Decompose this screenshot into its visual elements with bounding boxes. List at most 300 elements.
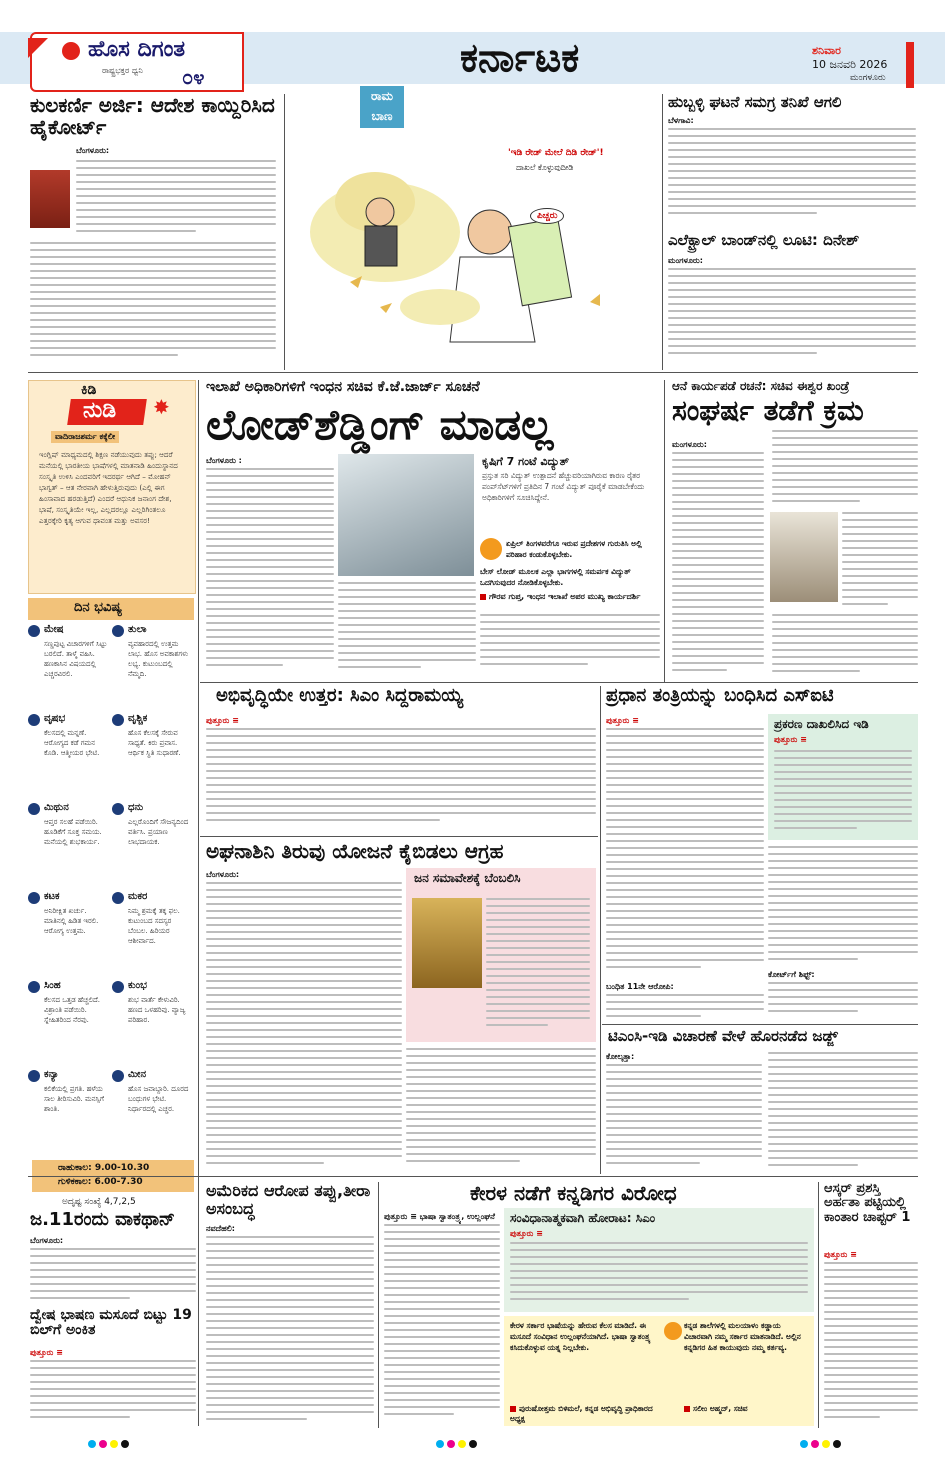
text-line [206, 573, 334, 575]
text-line [510, 1256, 808, 1258]
row-divider-2 [200, 682, 918, 683]
horoscope-sign-text: ಆಪ್ತರ ಸಲಹೆ ಪಡೆಯಿರಿ. ಹೂಡಿಕೆಗೆ ಸೂಕ್ತ ಸಮಯ. ಮನೆಯಲ್ಲಿ ಶುಭಕಾರ್ಯ. [44, 818, 102, 846]
text-line [606, 1148, 762, 1150]
text-line [606, 1085, 762, 1087]
text-line [772, 614, 918, 616]
text-line [206, 475, 334, 477]
text-line [672, 585, 764, 587]
text-line [30, 1402, 196, 1404]
text-line [606, 896, 764, 898]
text-line [206, 819, 440, 821]
text-line [672, 578, 764, 580]
tmc-body-1 [606, 1064, 762, 1172]
text-line [30, 284, 276, 286]
zodiac-icon [112, 714, 124, 726]
loadshedding-kicker: ಇಲಾಖೆ ಅಧಿಕಾರಿಗಳಿಗೆ ಇಂಧನ ಸಚಿವ ಕೆ.ಜೆ.ಜಾರ್ಜ್ ಸೂಚನೆ [206, 379, 480, 395]
text-line [510, 1249, 808, 1251]
horoscope-sign [112, 1069, 192, 1155]
text-line [206, 1369, 374, 1371]
text-line [338, 589, 476, 591]
text-line [774, 813, 912, 815]
text-line [486, 947, 590, 949]
text-line [384, 1399, 500, 1401]
text-line [486, 968, 590, 970]
text-line [206, 1271, 374, 1273]
sangharsha-kicker: ಆನೆ ಕಾರ್ಯಪಡೆ ರಚನೆ: ಸಚಿವ ಈಶ್ವರ ಖಂಡ್ರೆ [672, 379, 850, 393]
text-line [672, 648, 764, 650]
text-line [606, 868, 764, 870]
text-line [606, 959, 764, 961]
ed-box [768, 714, 918, 840]
text-line [668, 338, 916, 340]
text-line [384, 1301, 500, 1303]
text-line [768, 1059, 918, 1061]
text-line [406, 1069, 596, 1071]
text-line [206, 1334, 374, 1336]
horoscope-sign-text: ಕೆಲಸದಲ್ಲಿ ಮನ್ನಣೆ. ಆರೋಗ್ಯದ ಕಡೆ ಗಮನ ಕೊಡಿ. ಆತ್ಮೀಯರ ಭೇಟಿ. [44, 729, 100, 757]
text-line [486, 1010, 590, 1012]
text-line [842, 540, 918, 542]
text-line [772, 500, 860, 502]
text-line [384, 1280, 500, 1282]
horoscope-sign-text: ಕಲಿಕೆಯಲ್ಲಿ ಪ್ರಗತಿ. ಹಳೆಯ ಸಾಲ ತೀರಿಸುವಿರಿ. ಮನಸ್ಸಿಗೆ ಶಾಂತಿ. [44, 1085, 104, 1113]
text-line [768, 881, 918, 883]
text-line [30, 1388, 196, 1390]
text-line [206, 559, 334, 561]
kerala-dateline: ಪುತ್ತೂರು ≡ ಭಾಷಾ ಸ್ವಾತಂತ್ರ್ಯ, ಉಲ್ಲಂಘನೆ [384, 1212, 495, 1221]
text-line [486, 933, 590, 935]
text-line [768, 1003, 918, 1005]
text-line [206, 952, 402, 954]
kerala-sign-2 [684, 1404, 810, 1414]
walkathon-body [30, 1248, 196, 1306]
tmc-dateline: ಕೋಲ್ಕತ್ತಾ: [606, 1052, 635, 1061]
text-line [76, 181, 276, 183]
text-line [384, 1343, 500, 1345]
text-line [206, 1008, 402, 1010]
text-line [30, 333, 276, 335]
text-line [206, 587, 334, 589]
text-line [668, 296, 916, 298]
text-line [668, 198, 916, 200]
horoscope-sign [112, 802, 192, 888]
text-line [606, 805, 764, 807]
pradhana-body-3 [606, 994, 764, 1022]
kulkarni-body-2 [30, 242, 276, 362]
tmc-headline: ಟಿಎಂಸಿ-ಇಡಿ ವಿಚಾರಣೆ ವೇಳೆ ಹೊರನಡೆದ ಜಡ್ಜ್ [608, 1027, 838, 1045]
text-line [30, 354, 178, 356]
text-line [30, 1248, 196, 1250]
text-line [672, 452, 764, 454]
text-line [30, 1409, 196, 1411]
text-line [606, 910, 764, 912]
text-line [672, 487, 764, 489]
text-line [206, 503, 334, 505]
text-line [30, 256, 276, 258]
text-line [206, 1278, 374, 1280]
text-line [606, 1071, 762, 1073]
text-line [824, 1262, 918, 1264]
horoscope-sign [112, 980, 192, 1066]
text-line [384, 1308, 500, 1310]
text-line [206, 552, 334, 554]
col-divider-3 [198, 380, 199, 1426]
text-line [824, 1360, 918, 1362]
text-line [206, 756, 596, 758]
text-line [824, 1353, 918, 1355]
tmc-body-2 [768, 1052, 918, 1172]
text-line [206, 749, 596, 751]
text-line [206, 1397, 374, 1399]
col-divider-2 [662, 94, 663, 370]
issue-day: ಶನಿವಾರ [812, 44, 841, 57]
hubballi-body [668, 128, 916, 222]
text-line [768, 1052, 918, 1054]
text-line [672, 501, 764, 503]
text-line [206, 1127, 402, 1129]
text-line [672, 613, 764, 615]
horoscope-sign [112, 891, 192, 977]
text-line [768, 1150, 918, 1152]
text-line [606, 1078, 762, 1080]
text-line [206, 735, 596, 737]
text-line [606, 1141, 762, 1143]
text-line [774, 778, 912, 780]
text-line [768, 1010, 858, 1012]
text-line [774, 750, 912, 752]
text-line [30, 249, 276, 251]
text-line [206, 805, 596, 807]
text-line [824, 1416, 880, 1418]
text-line [768, 1136, 918, 1138]
text-line [606, 1106, 762, 1108]
text-line [606, 763, 764, 765]
oscar-body [824, 1262, 918, 1426]
col-divider-4 [664, 380, 665, 682]
text-line [206, 791, 596, 793]
text-line [338, 659, 476, 661]
text-line [774, 785, 912, 787]
text-line [206, 1120, 402, 1122]
kerala-quote-2: ಕನ್ನಡ ಶಾಲೆಗಳಲ್ಲಿ ಮಲಯಾಳಂ ಕಡ್ಡಾಯ ವಿಚಾರವಾಗಿ ನಮ್ಮ ಸರ್ಕಾರ ಮಾತನಾಡಿದೆ. ಅಲ್ಲಿನ ಕನ್ನಡಿಗರ ಹಿತ ಕಾಯುವುದು ನಮ್ಮ ಕರ್ತವ್ಯ. [684, 1321, 801, 1352]
text-line [406, 1125, 596, 1127]
text-line [206, 1299, 374, 1301]
cartoon-subcaption: ದಾಖಲೆ ಕೊಳ್ಳುವುದೀಡಿ [516, 163, 574, 172]
text-line [606, 1064, 762, 1066]
eshwar-khandre-photo [770, 512, 838, 602]
col-divider-6 [378, 1182, 379, 1428]
text-line [672, 634, 764, 636]
pradhana-headline: ಪ್ರಧಾನ ತಂತ್ರಿಯನ್ನು ಬಂಧಿಸಿದ ಎಸ್‌ಐಟಿ [606, 685, 834, 706]
text-line [842, 526, 918, 528]
text-line [206, 1320, 374, 1322]
text-line [206, 1362, 374, 1364]
kulkarni-headline: ಕುಲಕರ್ಣಿ ಅರ್ಜಿ: ಆದೇಶ ಕಾಯ್ದಿರಿಸಿದ ಹೈಕೋರ್ಟ್ [30, 93, 275, 139]
text-line [768, 951, 918, 953]
text-line [206, 784, 596, 786]
text-line [606, 826, 764, 828]
text-line [510, 1298, 689, 1300]
dwesha-headline: ದ್ವೇಷ ಭಾಷಣ ಮಸೂದೆ ಬಿಟ್ಟು 19 ಬಿಲ್‌ಗೆ ಅಂಕಿತ [30, 1307, 192, 1339]
text-line [606, 931, 764, 933]
kerala-sign-2-text: ಸಲೀಂ ಅಹ್ಮದ್, ಸಚಿವ [693, 1404, 748, 1413]
sangharsha-body-4 [772, 614, 918, 680]
text-line [338, 666, 421, 668]
electoral-headline: ಎಲೆಕ್ಟ್ರಾಲ್ ಬಾಂಡ್‌ನಲ್ಲಿ ಲೂಟಿ: ದಿನೇಶ್ [668, 231, 860, 249]
issue-city: ಮಂಗಳೂರು [850, 73, 886, 83]
text-line [842, 589, 918, 591]
text-line [338, 624, 476, 626]
text-line [774, 792, 912, 794]
text-line [772, 486, 918, 488]
text-line [206, 742, 596, 744]
aphanashini-body-2 [406, 1048, 596, 1172]
abhivruddhi-headline: ಅಭಿವೃದ್ಧಿಯೇ ಉತ್ತರ: ಸಿಎಂ ಸಿದ್ದರಾಮಯ್ಯ [216, 685, 463, 706]
sangharsha-body-2 [772, 430, 918, 512]
text-line [338, 652, 476, 654]
loadshedding-dateline: ಬೆಂಗಳೂರು : [206, 456, 242, 465]
horoscope-sign-text: ಸಣ್ಣಪುಟ್ಟ ವಿಚಾರಗಳಿಗೆ ಸಿಟ್ಟು ಬರಲಿದೆ. ತಾಳ್ಮೆ ವಹಿಸಿ. ಹಣಕಾಸಿನ ವಿಷಯದಲ್ಲಿ ಎಚ್ಚರವಿರಲಿ. [44, 640, 108, 678]
loadshedding-headline: ಲೋಡ್‌ಶೆಡ್ಡಿಂಗ್ ಮಾಡಲ್ಲ [206, 400, 554, 449]
kerala-sign-1 [510, 1404, 660, 1424]
text-line [206, 1383, 374, 1385]
text-line [668, 156, 916, 158]
text-line [206, 945, 402, 947]
text-line [606, 749, 764, 751]
text-line [206, 1113, 402, 1115]
zodiac-icon [28, 1070, 40, 1082]
abhivruddhi-dateline: ಪುತ್ತೂರು ≡ [206, 716, 239, 725]
zodiac-icon [28, 892, 40, 904]
text-line [672, 599, 764, 601]
text-line [30, 347, 276, 349]
text-line [606, 1015, 701, 1017]
text-line [486, 961, 590, 963]
text-line [206, 1092, 402, 1094]
text-line [30, 340, 276, 342]
text-line [606, 854, 764, 856]
text-line [206, 896, 402, 898]
text-line [30, 1374, 196, 1376]
text-line [30, 242, 276, 244]
text-line [606, 770, 764, 772]
oscar-headline: ಆಸ್ಕರ್ ಪ್ರಶಸ್ತಿ ಅರ್ಹತಾ ಪಟ್ಟಿಯಲ್ಲಿ ಕಾಂತಾರ ಚಾಪ್ಟರ್ 1 [824, 1181, 911, 1225]
text-line [384, 1224, 500, 1226]
zodiac-icon [112, 625, 124, 637]
horoscope-sign-name: ಮಕರ [128, 891, 148, 902]
text-line [842, 512, 918, 514]
text-line [510, 1277, 808, 1279]
text-line [76, 223, 276, 225]
text-line [206, 882, 402, 884]
text-line [384, 1392, 500, 1394]
america-headline: ಅಮೆರಿಕದ ಆರೋಪ ತಪ್ಪು,ತೀರಾ ಅಸಂಬದ್ಧ [206, 1181, 371, 1218]
text-line [606, 819, 764, 821]
text-line [768, 895, 918, 897]
text-line [206, 1236, 374, 1238]
text-line [486, 1024, 548, 1026]
zodiac-icon [28, 714, 40, 726]
text-line [406, 1153, 596, 1155]
text-line [772, 458, 918, 460]
aphanashini-dateline: ಬೆಂಗಳೂರು: [206, 870, 240, 879]
text-line [384, 1350, 500, 1352]
ed-box-body [774, 750, 912, 836]
horoscope-sign-name: ತುಲಾ [128, 624, 147, 635]
text-line [30, 305, 276, 307]
text-line [206, 1043, 402, 1045]
zodiac-icon [112, 892, 124, 904]
text-line [672, 515, 764, 517]
text-line [206, 917, 402, 919]
text-line [406, 1160, 520, 1162]
text-line [842, 533, 918, 535]
text-line [768, 1115, 918, 1117]
text-line [76, 188, 276, 190]
electoral-dateline: ಮಂಗಳೂರು: [668, 256, 703, 265]
col-divider-5 [600, 686, 601, 1174]
text-line [486, 975, 590, 977]
text-line [606, 945, 764, 947]
text-line [384, 1322, 500, 1324]
text-line [206, 959, 402, 961]
text-line [672, 641, 764, 643]
text-line [206, 545, 334, 547]
text-line [206, 938, 402, 940]
text-line [672, 480, 764, 482]
horoscope-sign-text: ಶುಭ ವಾರ್ತೆ ಕೇಳುವಿರಿ. ಹಣದ ಒಳಹರಿವು. ವ್ಯಾಜ್ಯ ಪರಿಹಾರ. [128, 996, 186, 1024]
text-line [206, 1404, 374, 1406]
registration-marks-right [800, 1440, 841, 1448]
text-line [384, 1252, 500, 1254]
text-line [768, 982, 918, 984]
text-line [768, 1094, 918, 1096]
text-line [768, 1087, 918, 1089]
text-line [768, 989, 918, 991]
text-line [606, 966, 701, 968]
text-line [672, 508, 764, 510]
text-line [606, 861, 764, 863]
text-line [406, 1111, 596, 1113]
abhivruddhi-body [206, 728, 596, 832]
kerala-body [384, 1224, 500, 1424]
text-line [206, 1250, 374, 1252]
text-line [206, 517, 334, 519]
text-line [406, 1097, 596, 1099]
text-line [30, 1276, 196, 1278]
text-line [384, 1315, 500, 1317]
text-line [772, 656, 918, 658]
aphanashini-box-body [486, 898, 590, 1036]
horoscope-sign-text: ವ್ಯವಹಾರದಲ್ಲಿ ಉತ್ತಮ ಲಾಭ. ಹೊಸ ಅವಕಾಶಗಳು ಲಭ್ಯ. ಕುಟುಂಬದಲ್ಲಿ ನೆಮ್ಮದಿ. [128, 640, 189, 678]
text-line [486, 926, 590, 928]
text-line [668, 142, 916, 144]
text-line [774, 799, 912, 801]
text-line [338, 582, 476, 584]
brand-tagline: ರಾಷ್ಟ್ರಭಕ್ತರ ಧ್ವನಿ [102, 66, 143, 75]
text-line [672, 662, 764, 664]
text-line [768, 1122, 918, 1124]
text-line [480, 642, 660, 644]
horoscope-sign-text: ಕೆಲಸದ ಒತ್ತಡ ಹೆಚ್ಚಲಿದೆ. ವಿಶ್ರಾಂತಿ ಪಡೆಯಿರಿ. ಸ್ನೇಹಿತರಿಂದ ನೆರವು. [44, 996, 100, 1024]
horoscope-title: ದಿನ ಭವಿಷ್ಯ [74, 600, 123, 615]
text-line [30, 1395, 196, 1397]
zodiac-icon [28, 625, 40, 637]
text-line [824, 1311, 918, 1313]
text-line [510, 1263, 808, 1265]
text-line [206, 1134, 402, 1136]
text-line [206, 1243, 374, 1245]
text-line [772, 621, 918, 623]
text-line [606, 742, 764, 744]
text-line [206, 1106, 402, 1108]
kerala-cm-box-body [510, 1242, 808, 1308]
text-line [606, 1120, 762, 1122]
text-line [30, 1367, 196, 1369]
horoscope-grid [28, 624, 198, 1184]
electoral-body [668, 268, 916, 364]
text-line [206, 496, 334, 498]
text-line [668, 352, 817, 354]
text-line [672, 606, 764, 608]
text-line [206, 1257, 374, 1259]
text-line [486, 989, 590, 991]
page-number: ೦೪ [182, 65, 205, 89]
text-line [772, 437, 918, 439]
horoscope-sign-name: ಮೀನ [128, 1069, 146, 1080]
text-line [384, 1364, 500, 1366]
text-line [206, 1071, 402, 1073]
text-line [668, 149, 916, 151]
text-line [774, 806, 912, 808]
text-line [206, 1099, 402, 1101]
text-line [406, 1132, 596, 1134]
text-line [606, 784, 764, 786]
text-line [672, 522, 764, 524]
text-line [842, 575, 918, 577]
text-line [206, 510, 334, 512]
sangharsha-headline: ಸಂಘರ್ಷ ತಡೆಗೆ ಕ್ರಮ [672, 394, 864, 427]
text-line [672, 557, 764, 559]
cartoon-tag-top: ರಾಮ [371, 89, 393, 103]
text-line [206, 1341, 374, 1343]
text-line [486, 982, 590, 984]
kulkarni-dateline: ಬೆಂಗಳೂರು: [76, 146, 110, 155]
text-line [510, 1284, 808, 1286]
text-line [668, 268, 916, 270]
text-line [842, 582, 918, 584]
text-line [768, 874, 918, 876]
kerala-cm-box-dateline: ಪುತ್ತೂರು ≡ [510, 1229, 543, 1239]
text-line [668, 317, 916, 319]
quote-text: ಏಪ್ರಿಲ್ ತಿಂಗಳವರೆಗೂ ಇರುವ ಪ್ರದೇಶಗಳ ಗುರುತಿಸಿ ಅಲ್ಲಿ ಪರಿಹಾರ ಕಂಡುಕೊಳ್ಳಬೇಕು. [506, 539, 642, 559]
text-line [768, 996, 918, 998]
text-line [206, 489, 334, 491]
text-line [824, 1409, 918, 1411]
text-line [206, 763, 596, 765]
text-line [768, 909, 918, 911]
text-line [768, 1066, 918, 1068]
kerala-cm-box [504, 1208, 814, 1312]
text-line [206, 1355, 374, 1357]
text-line [606, 1127, 762, 1129]
text-line [842, 561, 918, 563]
text-line [672, 592, 764, 594]
text-line [206, 980, 402, 982]
high-court-photo [30, 170, 70, 228]
text-line [668, 324, 916, 326]
horoscope-sign-name: ಮೇಷ [44, 624, 64, 635]
